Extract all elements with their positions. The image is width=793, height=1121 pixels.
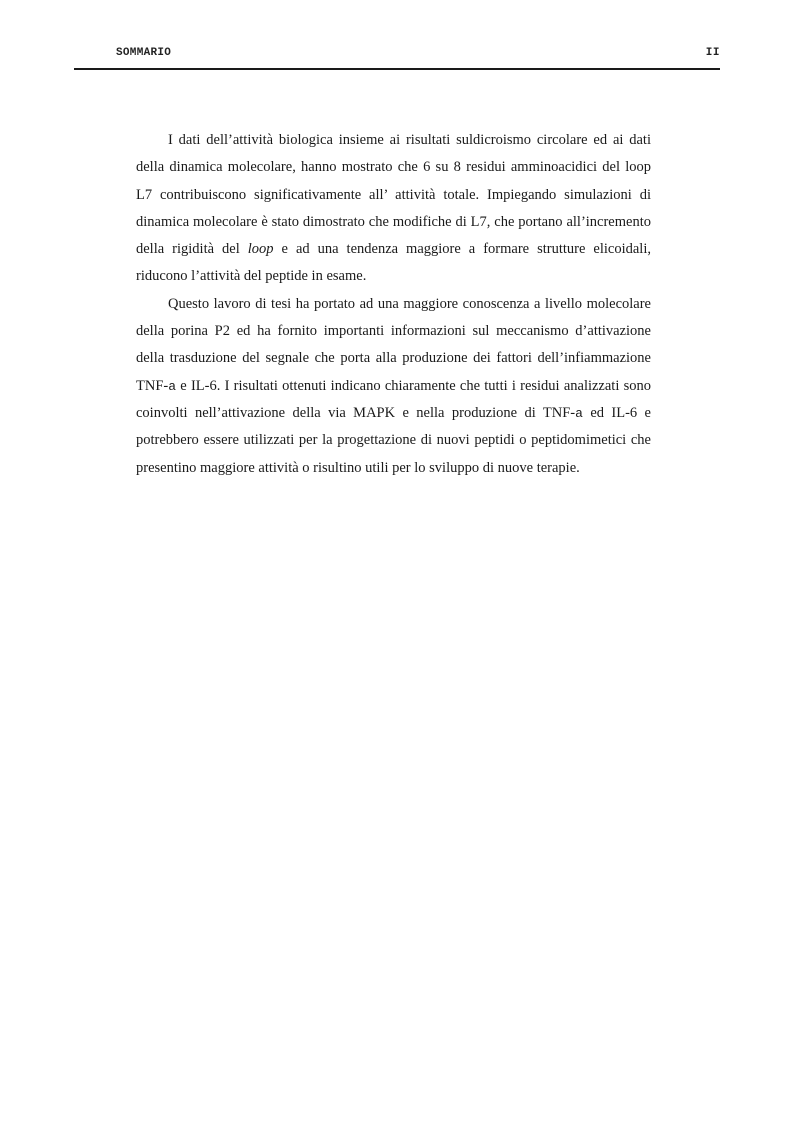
- page-number: II: [705, 47, 720, 59]
- paragraph-1-text-a: I dati dell’attività biologica insieme ai risultati suldicroismo circolare ed ai dati della dinamica molecolare, hanno mostrato che 6 su 8 residui amminoacidici del loop L7 contribuiscono significativamente all’ attività totale. Impiegando simulazioni di dinamica molecolare è stato dimostrato che modifiche di L7, che portano all’incremento della rigidità del: [136, 132, 651, 258]
- document-body: [136, 127, 651, 482]
- header-divider: [74, 68, 720, 70]
- section-title: SOMMARIO: [116, 47, 172, 59]
- paragraph-2-text-a: Questo lavoro di tesi ha portato ad una maggiore conoscenza a livello molecolare della porina P2 ed ha fornito importanti informazioni sul meccanismo d’attivazione della trasduzione del segnale che porta alla produzione dei fattori dell’infiammazione TNF-: [136, 295, 651, 394]
- paragraph-1-text-b: e ad una tendenza maggiore a formare strutture elicoidali, riducono l’attività del peptide in esame.: [136, 241, 651, 285]
- paragraph-1: [136, 127, 651, 291]
- page-header: [74, 44, 720, 62]
- paragraph-2-text-c: ed IL-6 e potrebbero essere utilizzati per la progettazione di nuovi peptidi o peptidomimetici che presentino maggiore attività o risultino utili per lo sviluppo di nuove terapie.: [136, 404, 651, 476]
- paragraph-2: [136, 291, 651, 482]
- paragraph-1-italic-term: loop: [247, 241, 274, 258]
- alpha-symbol: a: [168, 378, 177, 394]
- alpha-symbol: a: [575, 405, 583, 421]
- paragraph-2-text-b: e IL-6. I risultati ottenuti indicano chiaramente che tutti i residui analizzati sono coinvolti nell’attivazione della via MAPK e nella produzione di TNF-: [136, 377, 651, 421]
